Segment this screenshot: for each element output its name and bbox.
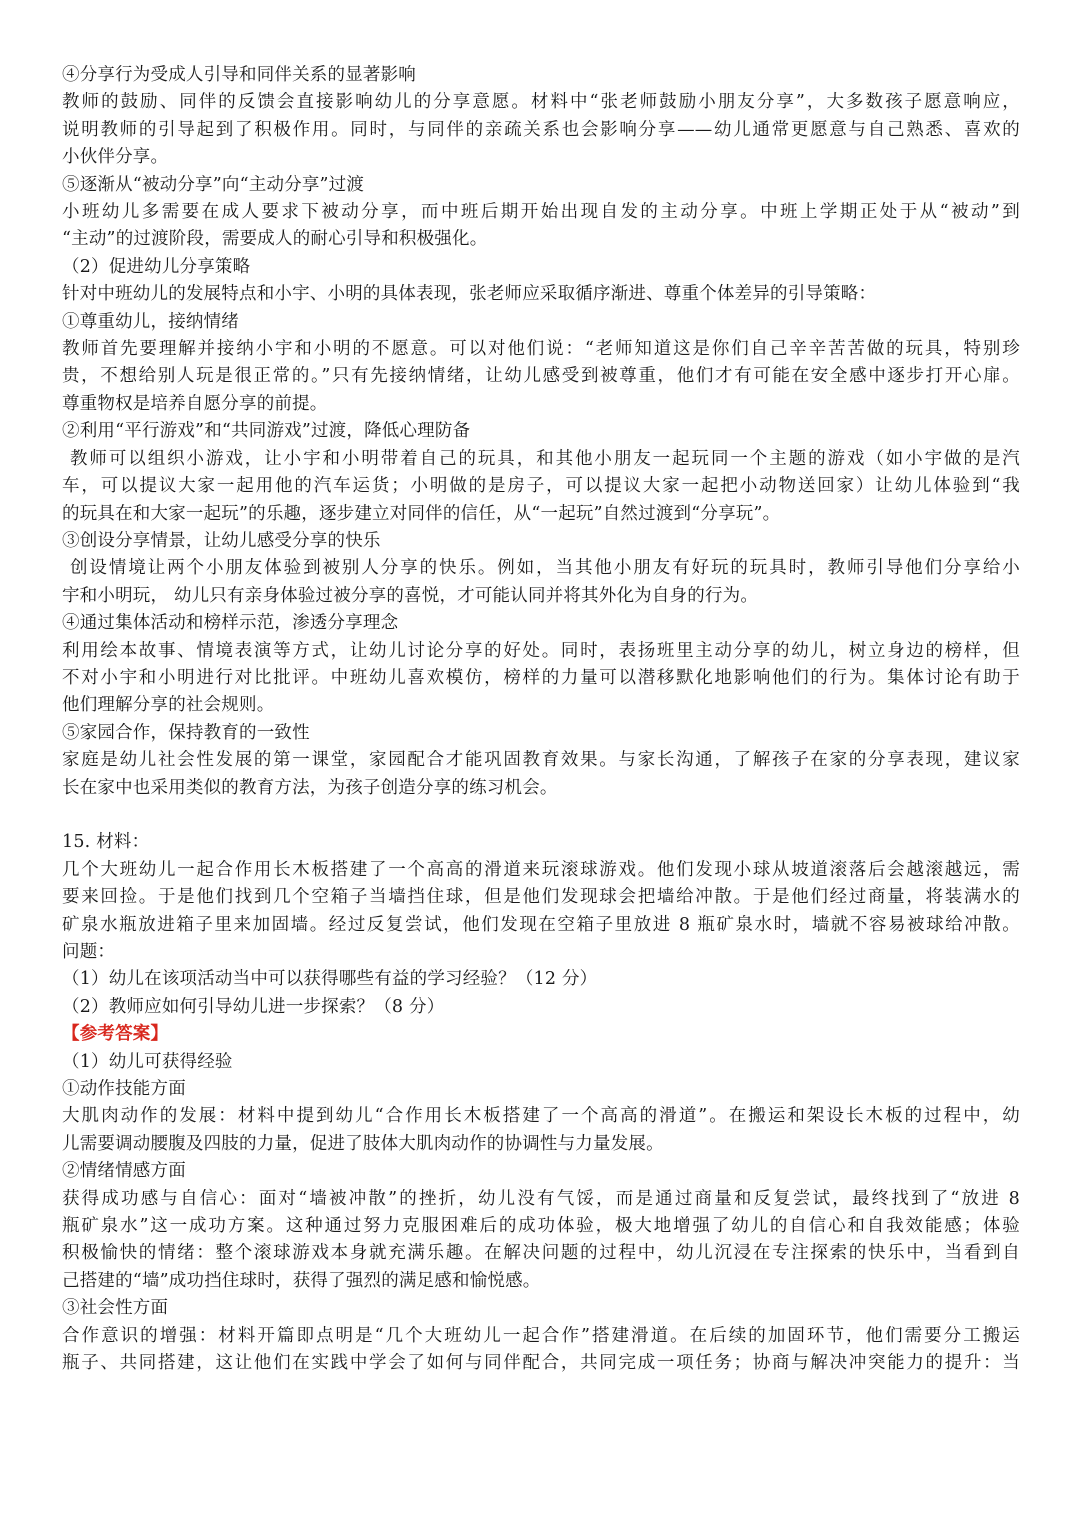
question-item-2: （2）教师应如何引导幼儿进一步探索？（8 分） <box>62 996 445 1017</box>
paragraph-line: 不对小宇和小明进行对比批评。中班幼儿喜欢模仿，榜样的力量可以潜移默化地影响他们的行为。集体讨论有助于 <box>62 667 1020 688</box>
paragraph-line: 利用绘本故事、情境表演等方式，让幼儿讨论分享的好处。同时，表扬班里主动分享的幼儿，树立身边的榜样，但 <box>62 640 1020 661</box>
paragraph-line: 创设情境让两个小朋友体验到被别人分享的快乐。例如，当其他小朋友有好玩的玩具时，教师引导他们分享给小 <box>70 558 1020 579</box>
paragraph-line: 说明教师的引导起到了积极作用。同时，与同伴的亲疏关系也会影响分享——幼儿通常更愿意与自己熟悉、喜欢的 <box>62 119 1020 140</box>
paragraph-line: 长在家中也采用类似的教育方法，为孩子创造分享的练习机会。 <box>62 777 558 798</box>
paragraph-line: 积极愉快的情绪：整个滚球游戏本身就充满乐趣。在解决问题的过程中，幼儿沉浸在专注探索的快乐中，当看到自 <box>62 1243 1020 1264</box>
paragraph-line: 尊重物权是培养自愿分享的前提。 <box>62 393 328 414</box>
answer-heading-2: ②情绪情感方面 <box>62 1161 186 1182</box>
paragraph-line: 儿需要调动腰腹及四肢的力量，促进了肢体大肌肉动作的协调性与力量发展。 <box>62 1133 664 1154</box>
material-line: 矿泉水瓶放进箱子里来加固墙。经过反复尝试，他们发现在空箱子里放进 8 瓶矿泉水时，墙就不容易被球给冲散。 <box>62 914 1020 935</box>
strategy-heading-4: ④通过集体活动和榜样示范，渗透分享理念 <box>62 613 399 634</box>
question-item-1: （1）幼儿在该项活动当中可以获得哪些有益的学习经验？（12 分） <box>62 969 598 990</box>
paragraph-line: 小班幼儿多需要在成人要求下被动分享，而中班后期开始出现自发的主动分享。中班上学期正处于从“被动”到 <box>62 202 1020 223</box>
strategy-heading-3: ③创设分享情景，让幼儿感受分享的快乐 <box>62 530 381 551</box>
heading-5: ⑤逐渐从“被动分享”向“主动分享”过渡 <box>62 174 365 195</box>
heading-4: ④分享行为受成人引导和同伴关系的显著影响 <box>62 65 416 85</box>
material-line: 几个大班幼儿一起合作用长木板搭建了一个高高的滑道来玩滚球游戏。他们发现小球从坡道滚落后会越滚越远，需 <box>62 859 1020 880</box>
paragraph-line: 宇和小明玩， 幼儿只有亲身体验过被分享的喜悦，才可能认同并将其外化为自身的行为。 <box>62 585 759 606</box>
paragraph-line: 贵，不想给别人玩是很正常的。”只有先接纳情绪，让幼儿感受到被尊重，他们才有可能在安全感中逐步打开心扉。 <box>62 366 1020 387</box>
document-page <box>62 62 1020 1377</box>
paragraph-line: 家庭是幼儿社会性发展的第一课堂，家园配合才能巩固教育效果。与家长沟通，了解孩子在家的分享表现，建议家 <box>62 750 1020 771</box>
material-line: 要来回捡。于是他们找到几个空箱子当墙挡住球，但是他们发现球会把墙给冲散。于是他们经过商量，将装满水的 <box>62 887 1020 908</box>
paragraph-line: 他们理解分享的社会规则。 <box>62 695 275 716</box>
paragraph-line: 车，可以提议大家一起用他的汽车运货；小明做的是房子，可以提议大家一起把小动物送回家）让幼儿体验到“我 <box>62 476 1020 497</box>
answer-section-heading: （1）幼儿可获得经验 <box>62 1051 233 1072</box>
blank-line <box>62 802 1020 829</box>
answer-heading-3: ③社会性方面 <box>62 1298 169 1319</box>
strategy-heading-5: ⑤家园合作，保持教育的一致性 <box>62 722 310 743</box>
paragraph-line: 大肌肉动作的发展：材料中提到幼儿“合作用长木板搭建了一个高高的滑道”。在搬运和架设长木板的过程中，幼 <box>62 1106 1020 1127</box>
strategy-heading-2: ②利用“平行游戏”和“共同游戏”过渡，降低心理防备 <box>62 421 471 442</box>
paragraph-line: 教师的鼓励、同伴的反馈会直接影响幼儿的分享意愿。材料中“张老师鼓励小朋友分享”，大多数孩子愿意响应， <box>62 92 1020 113</box>
section-heading: （2）促进幼儿分享策略 <box>62 256 251 277</box>
paragraph-line: 的玩具在和大家一起玩”的乐趣，逐步建立对同伴的信任，从“一起玩”自然过渡到“分享玩”。 <box>62 503 781 524</box>
paragraph-line: 获得成功感与自信心：面对“墙被冲散”的挫折，幼儿没有气馁，而是通过商量和反复尝试，最终找到了“放进 8 <box>62 1188 1020 1209</box>
question-label: 问题： <box>62 941 116 962</box>
paragraph-line: “主动”的过渡阶段，需要成人的耐心引导和积极强化。 <box>62 229 488 250</box>
reference-answer-label: 【参考答案】 <box>62 1024 169 1045</box>
paragraph-line: 己搭建的“墙”成功挡住球时，获得了强烈的满足感和愉悦感。 <box>62 1270 541 1291</box>
paragraph-line: 教师可以组织小游戏，让小宇和小明带着自己的玩具，和其他小朋友一起玩同一个主题的游戏（如小宇做的是汽 <box>70 448 1020 469</box>
paragraph-line: 合作意识的增强：材料开篇即点明是“几个大班幼儿一起合作”搭建滑道。在后续的加固环节，他们需要分工搬运 <box>62 1325 1020 1346</box>
paragraph-line: 教师首先要理解并接纳小宇和小明的不愿意。可以对他们说：“老师知道这是你们自己辛辛苦苦做的玩具，特别珍 <box>62 339 1020 360</box>
paragraph-line: 瓶矿泉水”这一成功方案。这种通过努力克服困难后的成功体验，极大地增强了幼儿的自信心和自我效能感；体验 <box>62 1216 1020 1237</box>
answer-heading-1: ①动作技能方面 <box>62 1079 186 1100</box>
strategy-heading-1: ①尊重幼儿，接纳情绪 <box>62 311 239 332</box>
paragraph-line: 小伙伴分享。 <box>62 147 169 168</box>
question-number: 15. 材料： <box>62 832 150 853</box>
paragraph-line: 针对中班幼儿的发展特点和小宇、小明的具体表现，张老师应采取循序渐进、尊重个体差异的引导策略： <box>62 284 877 305</box>
paragraph-line: 瓶子、共同搭建，这让他们在实践中学会了如何与同伴配合，共同完成一项任务；协商与解决冲突能力的提升：当 <box>62 1353 1020 1374</box>
